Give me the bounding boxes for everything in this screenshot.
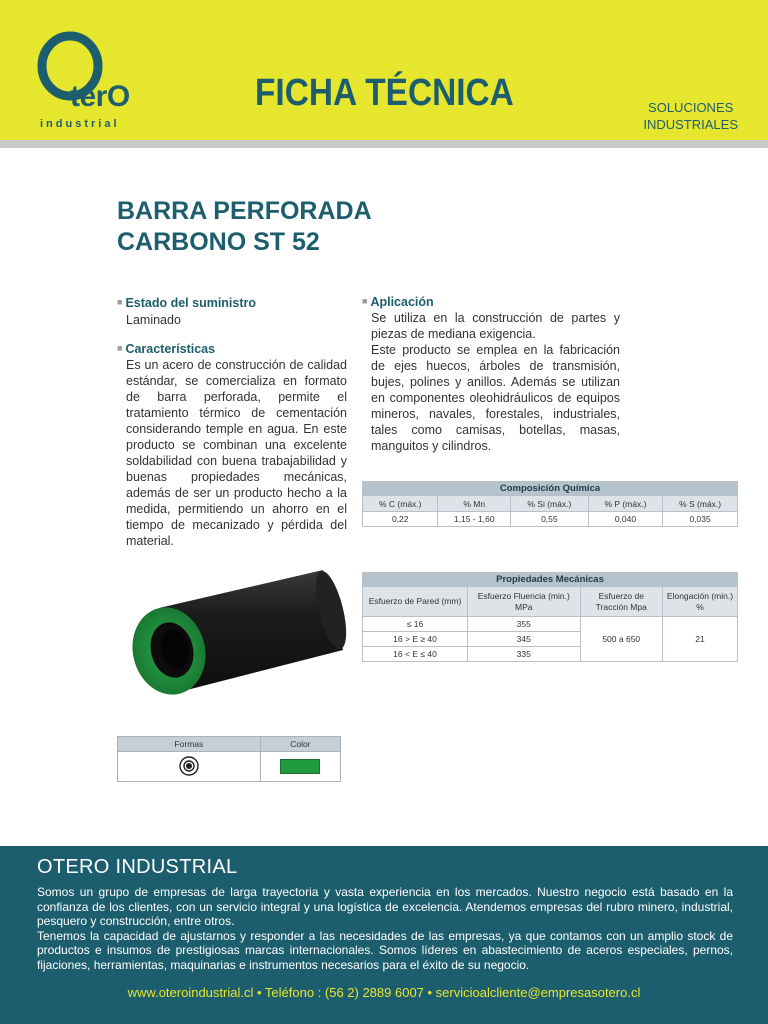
cell-elongacion: 21 [663, 617, 738, 662]
caracteristicas-heading: Características [125, 342, 216, 356]
caracteristicas-body: Es un acero de construcción de calidad estándar, se comercializa en formato de barra perforada, permite el tratamiento térmico de cementación considerando temple en agua. En este producto se combinan una excelente soldabilidad con buena trabajabilidad y buenas propiedades mecánicas, además de ser un producto hecho a la medida, permitiendo un ahorro en el tiempo de mecanizado y pérdida del material. [126, 358, 347, 548]
aplicacion-body-1: Se utiliza en la construcción de partes y piezas de mediana exigencia. [371, 311, 620, 341]
composition-value: 0,55 [510, 512, 588, 527]
hollow-bar-illustration [117, 556, 350, 724]
section-heading [362, 293, 620, 310]
bullet-icon: ■ [362, 296, 368, 306]
composition-header: % C (máx.) [363, 496, 438, 512]
composition-header: % S (máx.) [663, 496, 738, 512]
section-aplicacion [362, 293, 620, 454]
forma-cell [118, 752, 261, 782]
tagline-line-1: SOLUCIONES [648, 100, 734, 115]
mechanical-title: Propiedades Mecánicas [363, 573, 738, 587]
product-title [117, 196, 372, 258]
composition-value: 0,035 [663, 512, 738, 527]
tagline [643, 99, 738, 133]
cell-pared: 16 > E ≥ 40 [363, 632, 468, 647]
cell-fluencia: 355 [468, 617, 581, 632]
table-row [363, 617, 738, 632]
section-heading [117, 294, 347, 311]
footer-title: OTERO INDUSTRIAL [37, 856, 238, 878]
logo-subtitle: industrial [40, 118, 120, 130]
section-heading [117, 340, 347, 357]
estado-heading: Estado del suministro [125, 296, 257, 310]
composition-header: % Si (máx.) [510, 496, 588, 512]
cell-fluencia: 335 [468, 647, 581, 662]
footer-text [37, 885, 733, 972]
formas-color-table [117, 736, 341, 782]
aplicacion-body-2: Este producto se emplea en la fabricación de ejes huecos, árboles de transmisión, bujes, polines y anillos. Además se utilizan en componentes oleohidráulicos de equipos mineros, navales, forestales, industriales, tales como camisas, botellas, masas, manguitos y cilindros. [371, 343, 620, 453]
hollow-bar-icon [178, 755, 200, 777]
header-pared: Esfuerzo de Pared (mm) [363, 587, 468, 617]
header-divider [0, 140, 768, 148]
bullet-icon: ■ [117, 343, 123, 353]
footer-contact: www.oteroindustrial.cl • Teléfono : (56 2) 2889 6007 • servicioalcliente@empresasotero.cl [127, 985, 641, 1000]
product-title-line-1: BARRA PERFORADA [117, 197, 372, 225]
section-estado [117, 294, 347, 328]
cell-fluencia: 345 [468, 632, 581, 647]
footer-paragraph-1: Somos un grupo de empresas de larga trayectoria y vasta experiencia en los mercados. Nuestro negocio está basado en la confianza de los clientes, con un servicio integral y una logística de excelencia. Atendemos empresas del rubro minero, industrial, pesquero y construcción, entre otros. [37, 885, 733, 928]
product-title-line-2: CARBONO ST 52 [117, 228, 320, 256]
color-swatch [280, 759, 320, 774]
composition-value: 1,15 - 1,60 [438, 512, 511, 527]
bullet-icon: ■ [117, 297, 123, 307]
header-fluencia: Esfuerzo Fluencia (min.) MPa [468, 587, 581, 617]
formas-header: Formas [118, 737, 261, 752]
color-cell [260, 752, 340, 782]
composition-value: 0,22 [363, 512, 438, 527]
cell-pared: 16 < E ≤ 40 [363, 647, 468, 662]
document-title: FICHA TÉCNICA [255, 72, 514, 114]
estado-body: Laminado [126, 313, 181, 327]
composition-header: % Mn [438, 496, 511, 512]
table-row [363, 512, 738, 527]
composition-title: Composición Química [363, 482, 738, 496]
color-header: Color [260, 737, 340, 752]
composition-table [362, 481, 738, 527]
mechanical-table [362, 572, 738, 662]
section-caracteristicas [117, 340, 347, 549]
composition-value: 0,040 [588, 512, 663, 527]
footer-paragraph-2: Tenemos la capacidad de ajustarnos y responder a las necesidades de las empresas, ya que contamos con un amplio stock de productos e insumos de prestigiosas marcas internacionales. Somos líderes en abastecimiento de aceros especiales, pernos, fijaciones, herramientas, maquinarias e instrumentos necesarios para el éxito de su negocio. [37, 928, 733, 972]
cell-traccion: 500 a 650 [580, 617, 663, 662]
logo-wordmark: terO [70, 80, 130, 113]
aplicacion-heading: Aplicación [370, 295, 434, 309]
cell-pared: ≤ 16 [363, 617, 468, 632]
composition-header: % P (máx.) [588, 496, 663, 512]
tagline-line-2: INDUSTRIALES [643, 117, 738, 132]
header-traccion: Esfuerzo de Tracción Mpa [580, 587, 663, 617]
product-image [117, 556, 350, 724]
header-elongacion: Elongación (min.) % [663, 587, 738, 617]
